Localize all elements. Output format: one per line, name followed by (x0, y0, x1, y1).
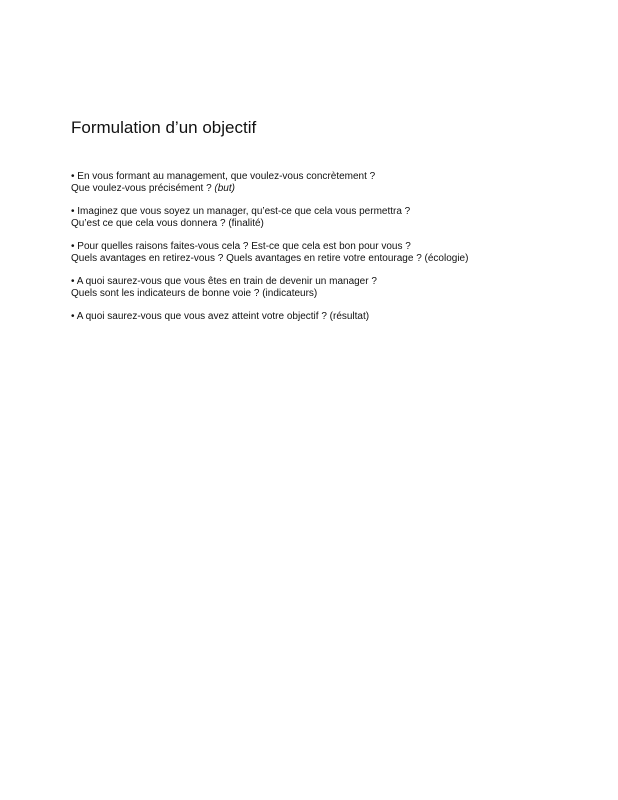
question-line (71, 183, 591, 195)
question-item-resultat (71, 311, 591, 323)
question-line: • A quoi saurez-vous que vous avez atteint votre objectif ? (résultat) (71, 311, 370, 322)
page-title: Formulation d’un objectif (71, 118, 257, 137)
question-line: • Pour quelles raisons faites-vous cela ? Est-ce que cela est bon pour vous ? (71, 241, 411, 252)
question-item-finalite (71, 206, 591, 230)
question-text: Que voulez-vous précisément ? (71, 183, 212, 194)
question-item-but (71, 171, 591, 195)
question-line: • Imaginez que vous soyez un manager, qu’est-ce que cela vous permettra ? (71, 206, 411, 217)
question-line: Quels sont les indicateurs de bonne voie ? (indicateurs) (71, 288, 318, 299)
question-line: Qu’est ce que cela vous donnera ? (finalité) (71, 218, 264, 229)
question-item-indicateurs (71, 276, 591, 300)
question-tag: (but) (214, 183, 235, 194)
question-line: Quels avantages en retirez-vous ? Quels avantages en retire votre entourage ? (écologie) (71, 253, 469, 264)
question-line: • En vous formant au management, que voulez-vous concrètement ? (71, 171, 376, 182)
question-line: • A quoi saurez-vous que vous êtes en train de devenir un manager ? (71, 276, 377, 287)
question-item-ecologie (71, 241, 591, 265)
question-list (71, 171, 591, 334)
